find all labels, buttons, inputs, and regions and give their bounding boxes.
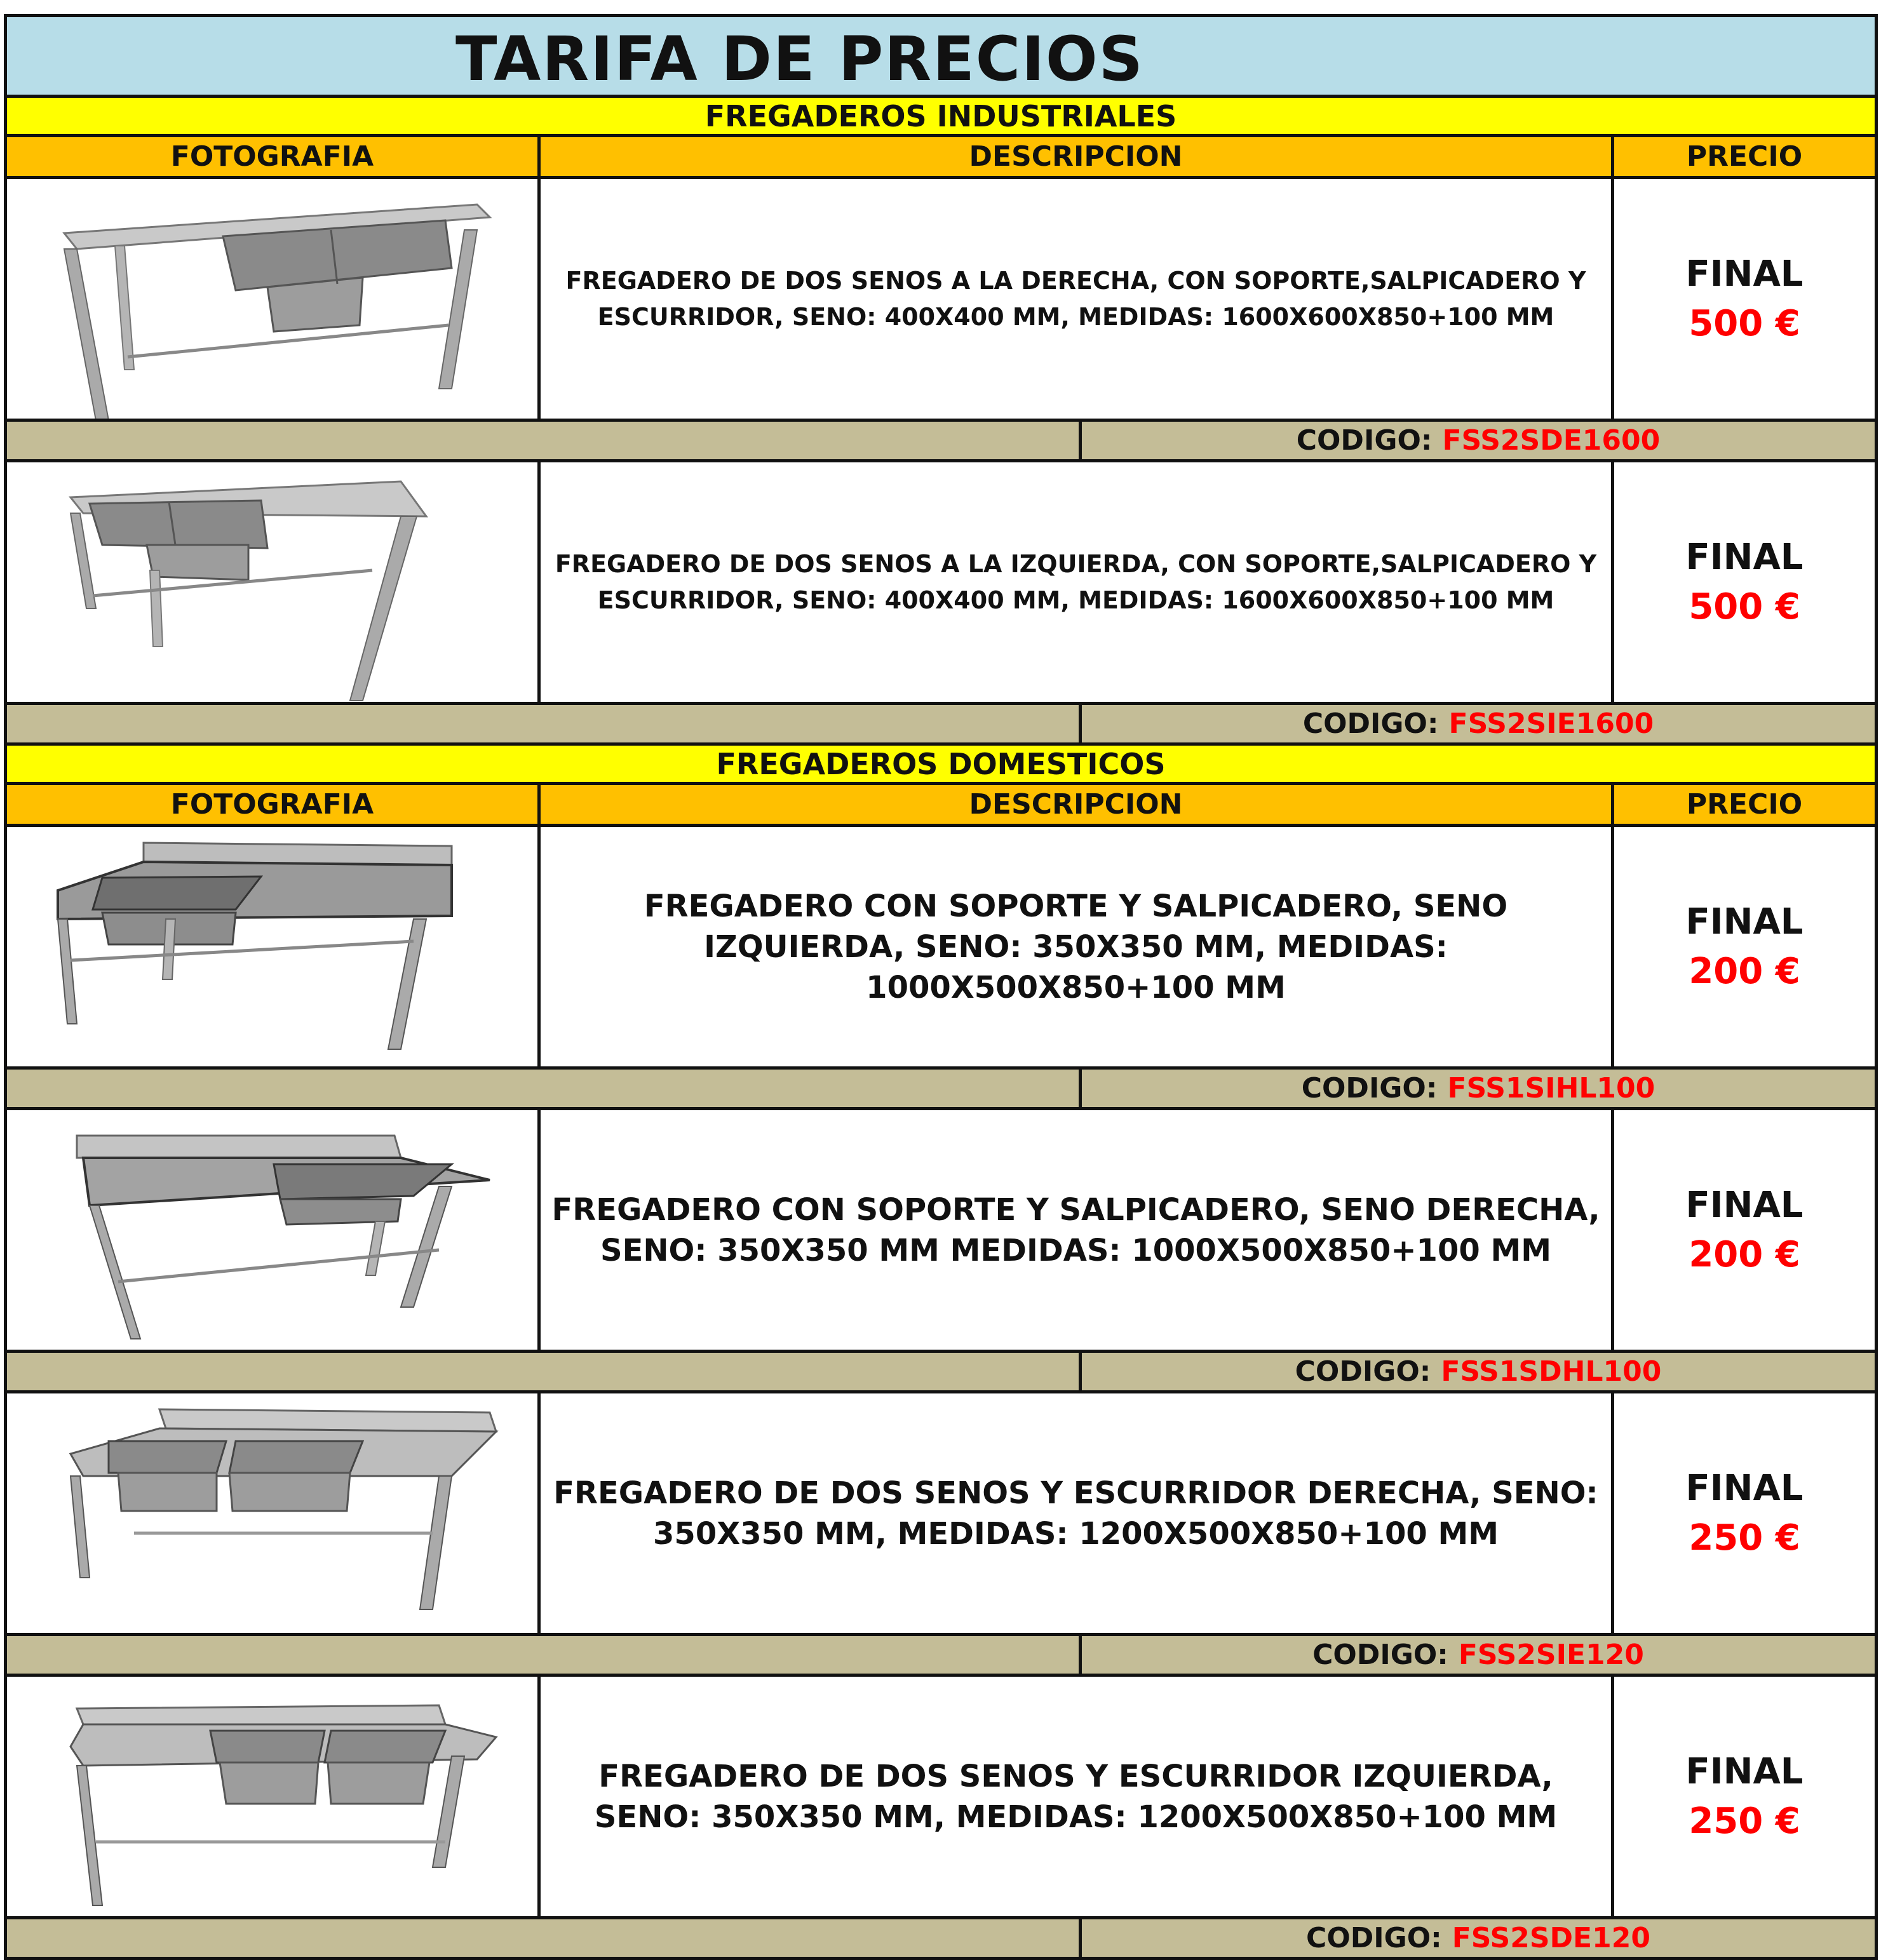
column-header-price: PRECIO [1686, 788, 1803, 821]
column-header-price: PRECIO [1686, 140, 1803, 173]
price-value: 250 € [1689, 1517, 1800, 1559]
price-cell [1614, 179, 1875, 419]
product-description: FREGADERO DE DOS SENOS A LA IZQUIERDA, CON SOPORTE,SALPICADERO Y ESCURRIDOR, SENO: 400X400 MM, MEDIDAS: 1600X600X850+100 MM [541, 462, 1614, 702]
column-header-description: DESCRIPCION [541, 785, 1614, 824]
code-row [4, 1919, 1878, 1960]
code-label: CODIGO: [1312, 1639, 1448, 1671]
product-row [4, 827, 1878, 1070]
code-label: CODIGO: [1295, 1355, 1431, 1388]
code-row [4, 1070, 1878, 1110]
page-title: TARIFA DE PRECIOS [455, 23, 1144, 95]
product-description: FREGADERO DE DOS SENOS A LA DERECHA, CON SOPORTE,SALPICADERO Y ESCURRIDOR, SENO: 400X400 MM, MEDIDAS: 1600X600X850+100 MM [541, 179, 1614, 419]
code-label: CODIGO: [1306, 1922, 1442, 1954]
product-code: FSS2SIE120 [1458, 1639, 1644, 1671]
product-row [4, 1393, 1878, 1636]
price-label: FINAL [1685, 1467, 1803, 1509]
price-cell [1614, 827, 1875, 1066]
column-header-photo: FOTOGRAFIA [7, 137, 541, 176]
column-headers [4, 785, 1878, 827]
price-value: 200 € [1689, 1233, 1800, 1275]
code-label: CODIGO: [1301, 1072, 1438, 1104]
product-row [4, 1677, 1878, 1919]
product-description: FREGADERO CON SOPORTE Y SALPICADERO, SENO IZQUIERDA, SENO: 350X350 MM, MEDIDAS: 1000X500X850+100 MM [541, 827, 1614, 1066]
price-value: 200 € [1689, 950, 1800, 992]
sink-double-right-icon [7, 179, 541, 419]
code-label: CODIGO: [1296, 424, 1433, 457]
product-row [4, 462, 1878, 705]
product-code: FSS2SDE1600 [1442, 424, 1661, 457]
product-code: FSS2SDE120 [1452, 1922, 1650, 1954]
price-cell [1614, 1110, 1875, 1350]
price-cell [1614, 1677, 1875, 1916]
price-label: FINAL [1685, 1750, 1803, 1792]
price-list [4, 14, 1878, 1960]
product-code: FSS1SIHL100 [1447, 1072, 1655, 1104]
product-code: FSS1SDHL100 [1441, 1355, 1662, 1388]
column-headers [4, 137, 1878, 179]
column-header-description: DESCRIPCION [541, 137, 1614, 176]
price-label: FINAL [1685, 1184, 1803, 1226]
sink-double-left-icon [7, 1393, 541, 1633]
sink-single-right-icon [7, 1110, 541, 1350]
code-label: CODIGO: [1302, 708, 1439, 740]
price-cell [1614, 462, 1875, 702]
code-row [4, 422, 1878, 462]
price-label: FINAL [1685, 901, 1803, 943]
section-header-industrial: FREGADEROS INDUSTRIALES [4, 98, 1878, 137]
price-value: 250 € [1689, 1800, 1800, 1842]
code-row [4, 1636, 1878, 1677]
price-cell [1614, 1393, 1875, 1633]
price-value: 500 € [1689, 586, 1800, 628]
sink-single-left-icon [7, 827, 541, 1066]
product-row [4, 1110, 1878, 1353]
product-description: FREGADERO CON SOPORTE Y SALPICADERO, SENO DERECHA, SENO: 350X350 MM MEDIDAS: 1000X500X850+100 MM [541, 1110, 1614, 1350]
product-description: FREGADERO DE DOS SENOS Y ESCURRIDOR DERECHA, SENO: 350X350 MM, MEDIDAS: 1200X500X850+100 MM [541, 1393, 1614, 1633]
product-description: FREGADERO DE DOS SENOS Y ESCURRIDOR IZQUIERDA, SENO: 350X350 MM, MEDIDAS: 1200X500X850+100 MM [541, 1677, 1614, 1916]
sink-double-left-icon [7, 462, 541, 702]
column-header-photo: FOTOGRAFIA [7, 785, 541, 824]
title-bar [4, 14, 1878, 98]
product-row [4, 179, 1878, 422]
product-code: FSS2SIE1600 [1448, 708, 1654, 740]
price-label: FINAL [1685, 536, 1803, 578]
sink-double-right-icon [7, 1677, 541, 1916]
code-row [4, 705, 1878, 746]
section-header-domestic: FREGADEROS DOMESTICOS [4, 746, 1878, 785]
code-row [4, 1353, 1878, 1393]
price-label: FINAL [1685, 253, 1803, 295]
price-value: 500 € [1689, 302, 1800, 344]
